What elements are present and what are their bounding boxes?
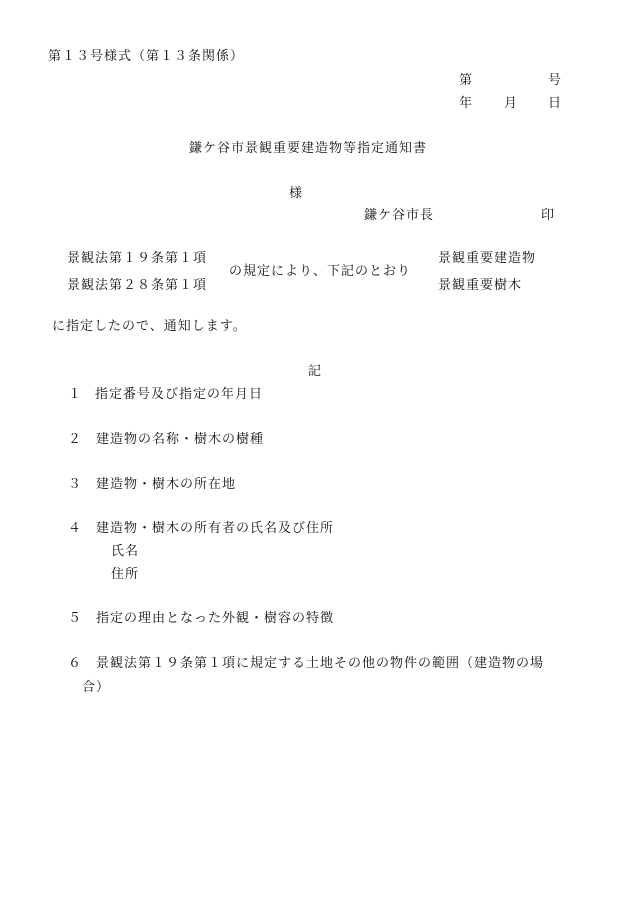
document-title: 鎌ケ谷市景観重要建造物等指定通知書 — [189, 141, 428, 156]
item-text: 建造物・樹木の所在地 — [96, 477, 237, 492]
law-reference-28: 景観法第２８条第１項 — [67, 278, 208, 293]
item-text: 指定番号及び指定の年月日 — [95, 387, 264, 402]
item-text: 建造物・樹木の所有者の氏名及び住所 — [96, 521, 335, 536]
doc-number-suffix: 号 — [548, 73, 562, 88]
item-number: ３ — [68, 477, 82, 492]
target-building: 景観重要建造物 — [438, 251, 537, 266]
date-year-label: 年 — [459, 96, 473, 111]
item-number: ２ — [68, 432, 82, 447]
seal-mark: 印 — [541, 208, 555, 223]
owner-name-label: 氏名 — [111, 544, 140, 559]
doc-number-prefix: 第 — [459, 73, 473, 88]
target-tree: 景観重要樹木 — [438, 278, 523, 293]
owner-address-label: 住所 — [111, 567, 140, 582]
item-number: ４ — [68, 521, 82, 536]
item-text: 景観法第１９条第１項に規定する土地その他の物件の範囲（建造物の場 — [96, 656, 545, 671]
form-number: 第１３号様式（第１３条関係） — [48, 49, 245, 64]
law-reference-19: 景観法第１９条第１項 — [67, 251, 208, 266]
issuer-name: 鎌ケ谷市長 — [364, 208, 435, 223]
ki-heading: 記 — [308, 364, 322, 379]
item-number: １ — [68, 387, 82, 402]
addressee-suffix: 様 — [289, 186, 303, 201]
item-number: ６ — [68, 656, 82, 671]
item-text: 指定の理由となった外観・樹容の特徴 — [96, 611, 335, 626]
clause-closing: に指定したので、通知します。 — [52, 319, 247, 334]
date-month-label: 月 — [504, 96, 518, 111]
item-text-continuation: 合） — [82, 680, 111, 695]
item-text: 建造物の名称・樹木の樹種 — [96, 432, 265, 447]
item-number: ５ — [68, 611, 82, 626]
clause-connector: の規定により、下記のとおり — [229, 264, 412, 279]
date-day-label: 日 — [548, 96, 562, 111]
